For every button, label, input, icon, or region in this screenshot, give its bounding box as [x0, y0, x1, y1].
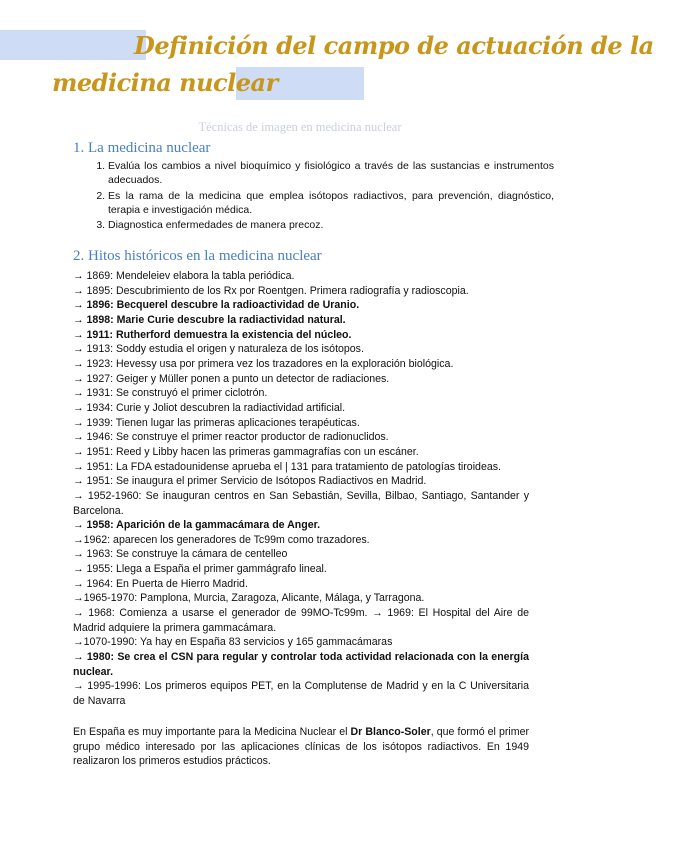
timeline-item: → 1934: Curie y Joliot descubren la radiactividad artificial.: [73, 401, 346, 414]
timeline-item: → 1896: Becquerel descubre la radioactividad de Uranio.: [73, 299, 360, 312]
timeline-item: → 1955: Llega a España el primer gammágrafo lineal.: [73, 563, 327, 576]
timeline-item: → 1927: Geiger y Müller ponen a punto un detector de radiaciones.: [73, 372, 390, 385]
timeline-item: →1070-1990: Ya hay en España 83 servicios y 165 gammacámaras: [73, 636, 393, 649]
timeline-item: → 1951: La FDA estadounidense aprueba el | 131 para tratamiento de patologías tiroideas.: [73, 460, 501, 473]
section-2-heading: 2. Hitos históricos en la medicina nuclear: [73, 248, 322, 264]
timeline-item: →1962: aparecen los generadores de Tc99m como trazadores.: [73, 533, 370, 546]
timeline-item: → 1895: Descubrimiento de los Rx por Roentgen. Primera radiografía y radioscopia.: [73, 284, 469, 297]
timeline-item: → 1963: Se construye la cámara de centelleo: [73, 548, 288, 561]
timeline-item: → 1964: En Puerta de Hierro Madrid.: [73, 577, 248, 590]
timeline-item: → 1951: Se inaugura el primer Servicio de Isótopos Radiactivos en Madrid.: [73, 475, 427, 488]
timeline-item: → 1980: Se crea el CSN para regular y controlar toda actividad relacionada con la energía nuclear.: [73, 651, 529, 678]
list-item: 2. Es la rama de la medicina que emplea isótopos radiactivos, para prevención, diagnóstico, terapia e investigación médica.: [108, 189, 554, 218]
timeline-item: → 1913: Soddy estudia el origen y naturaleza de los isótopos.: [73, 343, 364, 356]
timeline-item: → 1911: Rutherford demuestra la existencia del núcleo.: [73, 328, 352, 341]
timeline-item: → 1952-1960: Se inauguran centros en San Sebastián, Sevilla, Bilbao, Santiago, Santander y Barcelona.: [73, 489, 529, 517]
page-subtitle: Técnicas de imagen en medicina nuclear: [198, 120, 402, 134]
timeline-item: → 1931: Se construyó el primer ciclotrón.: [73, 387, 268, 400]
section-1-heading: 1. La medicina nuclear: [73, 140, 211, 156]
note-text-after: , que formó el primer grupo médico interesado por las aplicaciones clínicas de los isótopos radiactivos. En 1949 realizaron los primeros estudios prácticos.: [73, 726, 530, 768]
timeline-item: → 1946: Se construye el primer reactor productor de radionuclidos.: [73, 431, 389, 444]
closing-paragraph: [73, 725, 529, 769]
timeline-item: → 1968: Comienza a usarse el generador de 99MO-Tc99m. → 1969: El Hospital del Aire de Madrid adquiere la primera gammacámara.: [73, 607, 529, 634]
timeline-item: → 1923: Hevessy usa por primera vez los trazadores en la exploración biológica.: [73, 357, 454, 370]
timeline-item: →1965-1970: Pamplona, Murcia, Zaragoza, Alicante, Málaga, y Tarragona.: [73, 592, 425, 605]
page-title-line-2: medicina nuclear: [52, 68, 278, 97]
timeline-list: [73, 269, 529, 709]
timeline-item: → 1995-1996: Los primeros equipos PET, en la Complutense de Madrid y en la C Universitaria de Navarra: [73, 680, 529, 708]
note-name: Dr Blanco-Soler: [350, 726, 431, 738]
title-highlight-left: [0, 30, 146, 60]
list-item: 1. Evalúa los cambios a nivel bioquímico y fisiológico a través de las sustancias e instrumentos adecuados.: [108, 159, 554, 188]
note-text-before: En España es muy importante para la Medicina Nuclear el: [73, 726, 351, 738]
list-item: 3. Diagnostica enfermedades de manera precoz.: [108, 218, 554, 232]
timeline-item: → 1898: Marie Curie descubre la radiactividad natural.: [73, 313, 346, 326]
timeline-item: → 1869: Mendeleiev elabora la tabla periódica.: [73, 270, 295, 282]
section-1-list: [82, 159, 554, 233]
timeline-item: → 1951: Reed y Libby hacen las primeras gammagrafías con un escáner.: [73, 445, 419, 458]
page-title-line-1: Definición del campo de actuación de la: [134, 31, 654, 60]
timeline-item: → 1958: Aparición de la gammacámara de Anger.: [73, 519, 321, 532]
timeline-item: → 1939: Tienen lugar las primeras aplicaciones terapéuticas.: [73, 416, 360, 429]
